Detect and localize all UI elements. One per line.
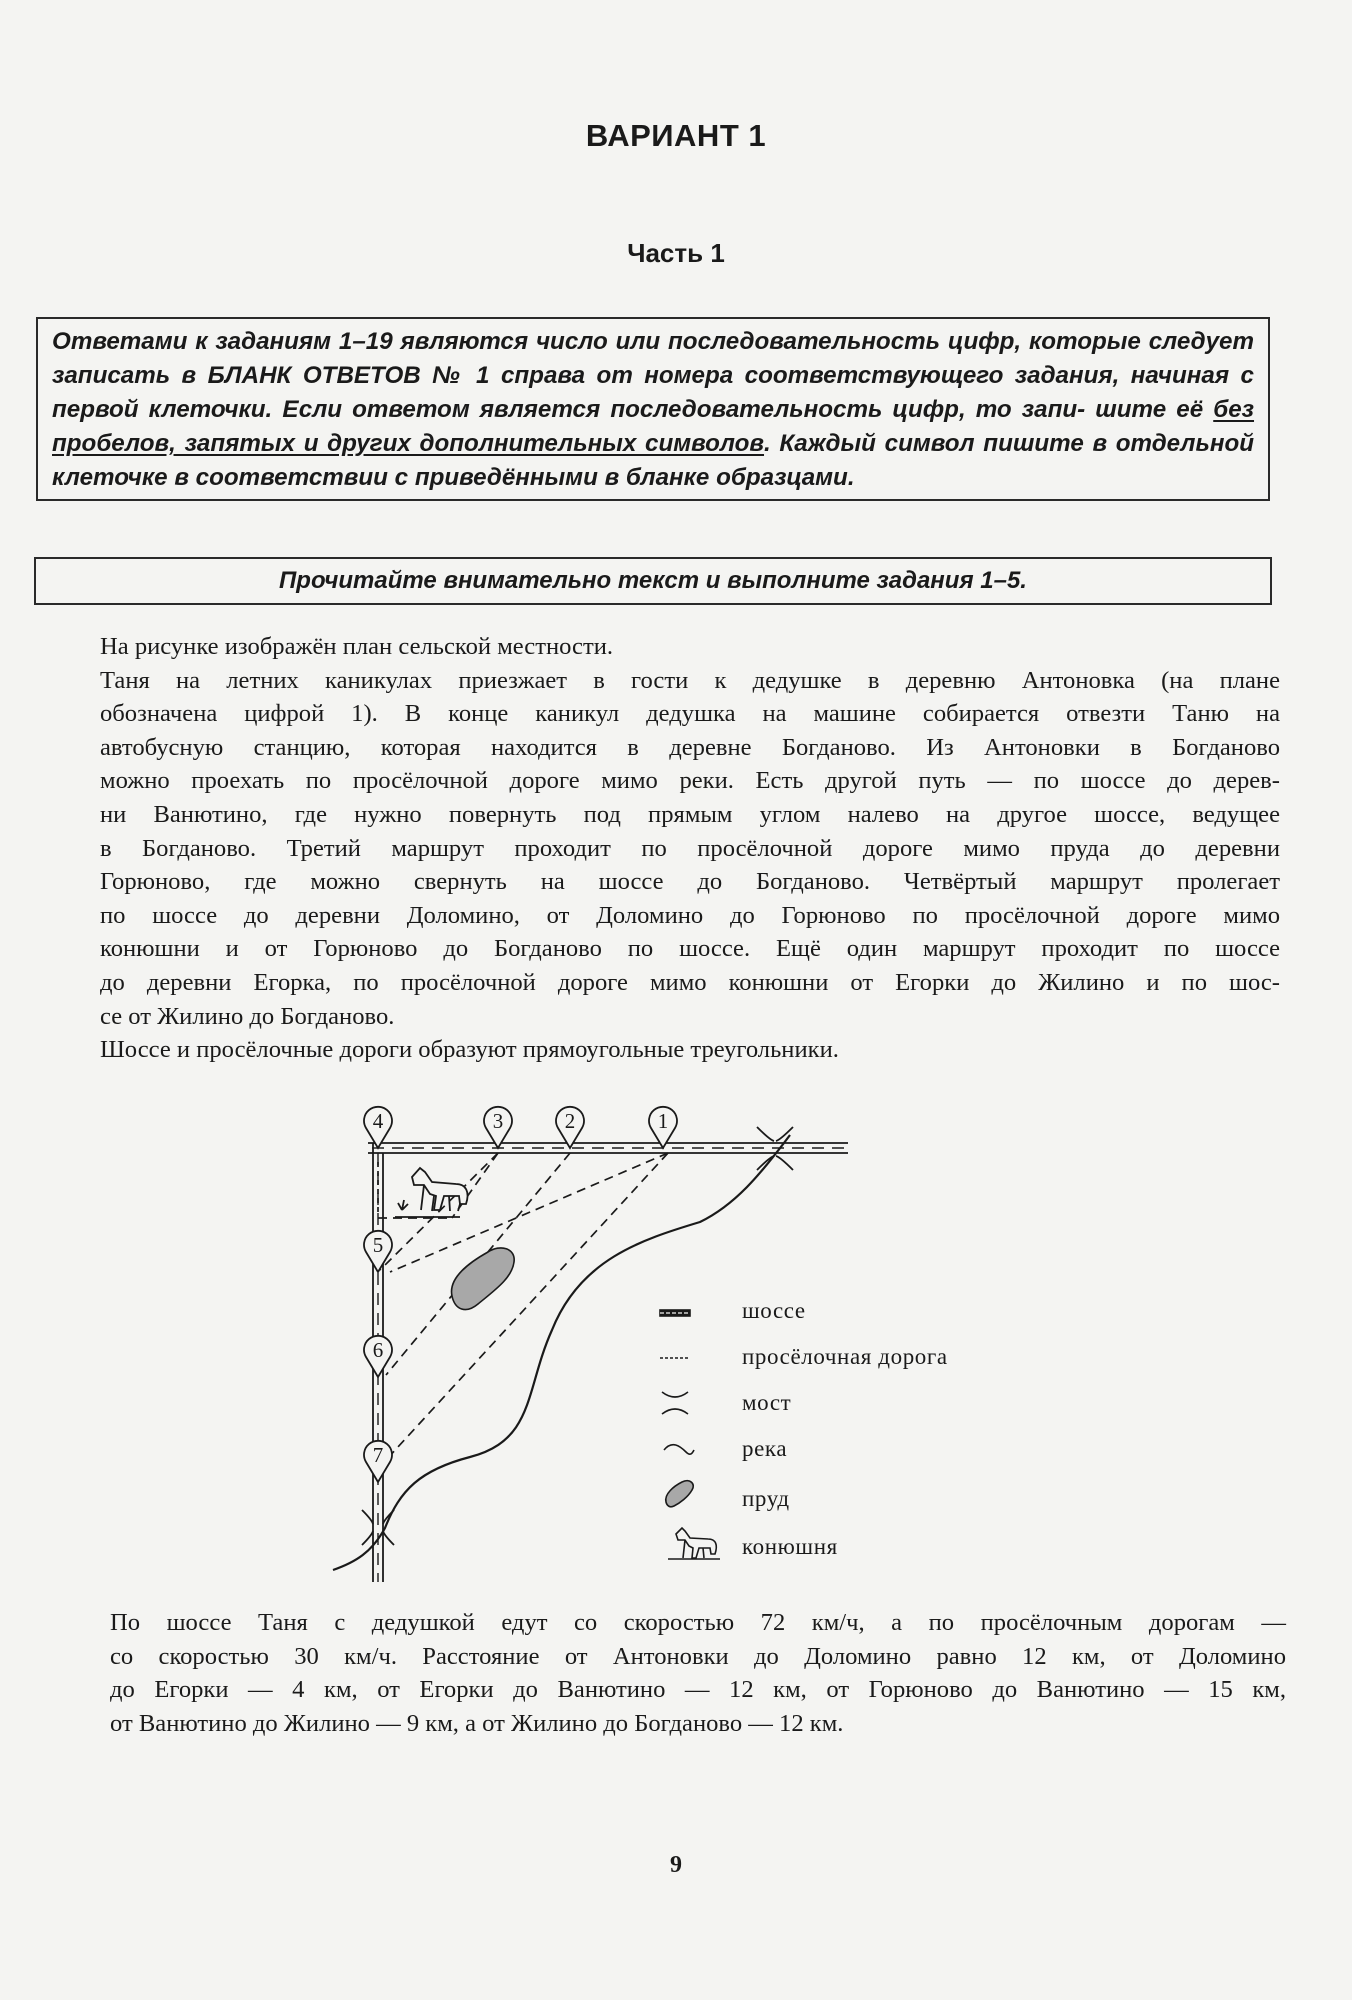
part-title: Часть 1 (627, 238, 725, 268)
conditions-text (110, 1606, 1286, 1740)
legend-highway-symbol (660, 1310, 690, 1316)
variant-title: ВАРИАНТ 1 (585, 118, 767, 153)
instructions-line-4-start: шите её (1095, 396, 1214, 423)
story-line: Горюново, где можно свернуть на шоссе до Богданово. Четвёртый маршрут пролегает (100, 868, 1280, 896)
instructions-underlined-phrase: без пробелов, запятых и других дополнительных символов (52, 396, 1255, 457)
conditions-line: со скоростью 30 км/ч. Расстояние от Антоновки до Доломино равно 12 км, от Доломино (110, 1642, 1286, 1670)
conditions-line: По шоссе Таня с дедушкой едут со скоростью 72 км/ч, а по просёлочным дорогам — (110, 1609, 1286, 1636)
conditions-line: до Егорки — 4 км, от Егорки до Ванютино — 12 км, от Горюново до Ванютино — 15 км, (110, 1676, 1286, 1704)
story-line: На рисунке изображён план сельской местности. (100, 633, 614, 660)
story-line: по шоссе до деревни Доломино, от Доломино до Горюново по просёлочной дороге мимо (100, 901, 1280, 929)
instructions-line-1: Ответами к заданиям 1–19 являются число или последовательность цифр, которые (52, 328, 1141, 355)
legend-label-river: река (742, 1436, 788, 1461)
story-line: ни Ванютино, где нужно повернуть под прямым углом налево на другое шоссе, ведущее (100, 800, 1280, 828)
instructions-line-2: следует записать в БЛАНК ОТВЕТОВ № 1 справа от номера соответствующего задания, (52, 328, 1254, 389)
stable-horse-icon (398, 1168, 468, 1211)
story-line: обозначена цифрой 1). В конце каникул дедушка на машине собирается отвезти Таню на (100, 700, 1280, 728)
legend-stable-symbol (668, 1528, 720, 1559)
legend-label-highway: шоссе (742, 1298, 806, 1323)
story-line: конюшни и от Горюново до Богданово по шоссе. Ещё один маршрут проходит по шоссе (100, 935, 1280, 963)
story-line: автобусную станцию, которая находится в деревне Богданово. Из Антоновки в Богданово (100, 733, 1280, 761)
story-line: Шоссе и просёлочные дороги образуют прямоугольные треугольники. (100, 1036, 839, 1064)
marker-1-label: 1 (657, 1109, 669, 1133)
legend-bridge-symbol (662, 1392, 688, 1414)
instructions-line-5: пишите в отдельной клеточке в соответствии с приведёнными в бланке образцами. (52, 430, 1254, 491)
legend-river-symbol (664, 1445, 694, 1455)
story-line: Таня на летних каникулах приезжает в гости к дедушке в деревню Антоновка (на плане (100, 666, 1280, 694)
marker-5 (364, 1231, 392, 1272)
marker-7-label: 7 (372, 1443, 384, 1467)
legend-label-dirt-road: просёлочная дорога (742, 1344, 948, 1369)
marker-1 (649, 1107, 677, 1148)
legend-label-pond: пруд (742, 1486, 790, 1511)
marker-6 (364, 1336, 392, 1377)
marker-2 (556, 1107, 584, 1148)
marker-5-label: 5 (372, 1233, 384, 1257)
marker-4-label: 4 (372, 1109, 384, 1133)
pond (452, 1248, 515, 1310)
legend-label-stable: конюшня (742, 1534, 838, 1559)
marker-3 (484, 1107, 512, 1148)
page-number: 9 (670, 1852, 682, 1878)
instructions-line-3: начиная с первой клеточки. Если ответом является последовательность цифр, то запи- (52, 362, 1254, 423)
story-line: можно проехать по просёлочной дороге мимо реки. Есть другой путь — по шоссе до дерев- (100, 767, 1280, 795)
marker-7 (364, 1441, 392, 1482)
task-header: Прочитайте внимательно текст и выполните задания 1–5. (279, 567, 1027, 594)
marker-6-label: 6 (372, 1338, 384, 1362)
legend-pond-symbol (666, 1481, 694, 1507)
story-line: до деревни Егорка, по просёлочной дороге мимо конюшни от Егорки до Жилино и по шос- (100, 968, 1280, 996)
instructions-line-4-end: . Каждый символ (764, 430, 975, 457)
river (333, 1135, 790, 1570)
map-markers (364, 1107, 677, 1482)
marker-4 (364, 1107, 392, 1148)
marker-2-label: 2 (564, 1109, 576, 1133)
marker-3-label: 3 (492, 1109, 504, 1133)
legend-label-bridge: мост (742, 1390, 792, 1415)
conditions-line: от Ванютино до Жилино — 9 км, а от Жилино до Богданово — 12 км. (110, 1709, 844, 1737)
legend-symbols (660, 1310, 720, 1559)
story-line: се от Жилино до Богданово. (100, 1002, 395, 1030)
story-line: в Богданово. Третий маршрут проходит по просёлочной дороге мимо пруда до деревни (100, 834, 1280, 862)
